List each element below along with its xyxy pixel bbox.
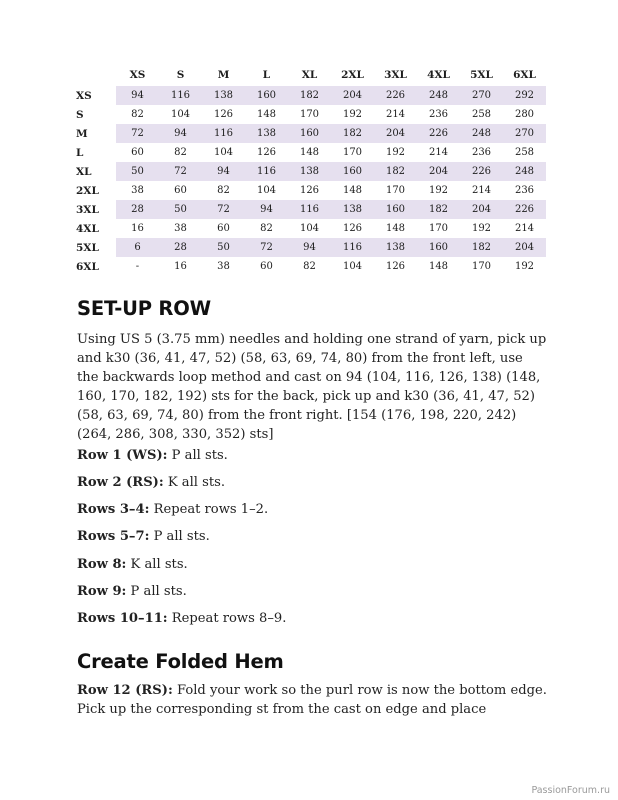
table-cell: 182 <box>417 200 460 219</box>
table-cell: 170 <box>342 147 363 158</box>
corner-cell <box>76 64 116 86</box>
table-cell: 226 <box>460 162 503 181</box>
row-text: P all sts. <box>149 529 210 544</box>
column-header: 3XL <box>384 69 407 81</box>
row-label: Rows 3–4: <box>77 502 150 517</box>
table-row <box>76 105 546 124</box>
table-row <box>76 200 546 219</box>
table-cell: 248 <box>503 162 546 181</box>
table-cell: 160 <box>417 238 460 257</box>
table-row <box>76 124 546 143</box>
table-cell: 28 <box>116 200 159 219</box>
row-text: Repeat rows 8–9. <box>167 611 287 626</box>
section-title-folded-hem: Create Folded Hem <box>77 650 284 673</box>
table-cell: 226 <box>417 124 460 143</box>
table-row <box>76 143 546 162</box>
table-cell: 82 <box>131 109 144 120</box>
row-text: P all sts. <box>126 584 187 599</box>
table-cell: 126 <box>256 147 277 158</box>
size-table <box>76 64 546 276</box>
table-cell: 182 <box>288 86 331 105</box>
row-header: 4XL <box>76 222 99 235</box>
table-cell: 60 <box>260 261 273 272</box>
row-text: Fold your work so the purl row is now the bottom edge. Pick up the corresponding st from the cast on edge and place <box>77 683 547 717</box>
table-cell: 138 <box>288 162 331 181</box>
table-cell: 72 <box>202 200 245 219</box>
table-cell: 138 <box>331 200 374 219</box>
table-cell: 214 <box>428 147 449 158</box>
table-cell: 182 <box>460 238 503 257</box>
table-cell: 258 <box>471 109 492 120</box>
instruction-row <box>77 473 225 492</box>
table-row <box>76 238 546 257</box>
table-cell: 104 <box>299 223 320 234</box>
table-body <box>76 86 546 276</box>
table-cell: 192 <box>514 261 535 272</box>
table-cell: 182 <box>374 162 417 181</box>
column-header: L <box>262 69 271 81</box>
table-cell: 160 <box>288 124 331 143</box>
table-cell: 28 <box>159 238 202 257</box>
row-text: K all sts. <box>163 475 226 490</box>
table-cell: 6 <box>116 238 159 257</box>
table-cell: 226 <box>374 86 417 105</box>
table-cell: 204 <box>503 238 546 257</box>
table-cell: 226 <box>503 200 546 219</box>
column-header: 6XL <box>513 69 536 81</box>
table-cell: 72 <box>116 124 159 143</box>
instruction-row <box>77 609 286 628</box>
row-header: 2XL <box>76 184 99 197</box>
table-cell: 204 <box>460 200 503 219</box>
table-cell: 204 <box>374 124 417 143</box>
table-cell: 160 <box>245 86 288 105</box>
table-cell: 60 <box>131 147 144 158</box>
table-cell: 16 <box>131 223 144 234</box>
table-cell: 104 <box>213 147 234 158</box>
table-cell: 170 <box>471 261 492 272</box>
table-cell: 50 <box>159 200 202 219</box>
table-cell: 16 <box>174 261 187 272</box>
instruction-row <box>77 555 188 574</box>
table-cell: 116 <box>288 200 331 219</box>
table-cell: 38 <box>131 185 144 196</box>
section-title-setup-row: SET-UP ROW <box>77 297 211 320</box>
table-cell: 280 <box>514 109 535 120</box>
table-cell: 116 <box>202 124 245 143</box>
table-cell: 72 <box>245 238 288 257</box>
table-cell: 82 <box>174 147 187 158</box>
table-cell: 214 <box>385 109 406 120</box>
table-cell: 148 <box>342 185 363 196</box>
table-cell: 126 <box>385 261 406 272</box>
row-label: Rows 5–7: <box>77 529 150 544</box>
table-cell: 82 <box>303 261 316 272</box>
row-header: 6XL <box>76 260 99 273</box>
table-cell: 192 <box>385 147 406 158</box>
column-header: XS <box>129 69 146 81</box>
table-cell: 104 <box>342 261 363 272</box>
instruction-row <box>77 582 187 601</box>
row-header: XL <box>76 165 92 178</box>
row-header: L <box>76 146 84 159</box>
table-cell: 126 <box>299 185 320 196</box>
table-cell: 148 <box>299 147 320 158</box>
instruction-row <box>77 446 228 465</box>
table-cell: 116 <box>159 86 202 105</box>
table-cell: 204 <box>417 162 460 181</box>
row-header: 5XL <box>76 241 99 254</box>
table-row <box>76 219 546 238</box>
table-cell: 60 <box>217 223 230 234</box>
table-cell: 170 <box>385 185 406 196</box>
table-cell: 182 <box>331 124 374 143</box>
row-label: Row 8: <box>77 557 127 572</box>
column-header: 5XL <box>470 69 493 81</box>
instruction-row <box>77 500 268 519</box>
table-cell: 138 <box>374 238 417 257</box>
row-text: K all sts. <box>126 557 188 572</box>
row-label: Row 9: <box>77 584 127 599</box>
table-cell: 138 <box>245 124 288 143</box>
row-label: Row 2 (RS): <box>77 475 164 490</box>
table-cell: 38 <box>217 261 230 272</box>
column-header: 4XL <box>427 69 450 81</box>
table-cell: 170 <box>428 223 449 234</box>
table-cell: 72 <box>159 162 202 181</box>
table-cell: 214 <box>471 185 492 196</box>
table-cell: 160 <box>374 200 417 219</box>
table-cell: 126 <box>342 223 363 234</box>
table-cell: 116 <box>331 238 374 257</box>
table-cell: 236 <box>514 185 535 196</box>
table-cell: 116 <box>245 162 288 181</box>
table-cell: 148 <box>256 109 277 120</box>
table-cell: 94 <box>245 200 288 219</box>
row-header: XS <box>76 89 92 102</box>
table-cell: 94 <box>159 124 202 143</box>
table-cell: 82 <box>260 223 273 234</box>
table-cell: 94 <box>116 86 159 105</box>
table-cell: 248 <box>417 86 460 105</box>
table-cell: 204 <box>331 86 374 105</box>
table-cell: 38 <box>174 223 187 234</box>
row-label: Row 12 (RS): <box>77 683 173 698</box>
table-cell: 60 <box>174 185 187 196</box>
table-cell: 170 <box>299 109 320 120</box>
table-cell: 236 <box>471 147 492 158</box>
hem-paragraph <box>77 681 547 719</box>
table-cell: 270 <box>503 124 546 143</box>
table-cell: 292 <box>503 86 546 105</box>
table-cell: 148 <box>385 223 406 234</box>
table-cell: 270 <box>460 86 503 105</box>
instruction-row <box>77 527 210 546</box>
row-text: P all sts. <box>167 448 228 463</box>
table-cell: 126 <box>213 109 234 120</box>
table-cell: 104 <box>256 185 277 196</box>
table-cell: - <box>135 261 140 272</box>
column-header: XL <box>301 69 318 81</box>
table-cell: 214 <box>514 223 535 234</box>
table-cell: 50 <box>116 162 159 181</box>
table-cell: 160 <box>331 162 374 181</box>
table-cell: 248 <box>460 124 503 143</box>
table-row <box>76 257 546 276</box>
row-header: S <box>76 108 84 121</box>
row-header: 3XL <box>76 203 99 216</box>
table-cell: 94 <box>288 238 331 257</box>
table-row <box>76 162 546 181</box>
table-cell: 104 <box>170 109 191 120</box>
table-cell: 236 <box>428 109 449 120</box>
row-text: Repeat rows 1–2. <box>149 502 269 517</box>
column-header: M <box>217 69 230 81</box>
table-cell: 82 <box>217 185 230 196</box>
row-label: Rows 10–11: <box>77 611 168 626</box>
table-cell: 192 <box>471 223 492 234</box>
table-cell: 192 <box>342 109 363 120</box>
table-header-row <box>76 64 546 86</box>
setup-intro-paragraph: Using US 5 (3.75 mm) needles and holding one strand of yarn, pick up and k30 (36, 41, 47, 52) (58, 63, 69, 74, 80) from the front left, use the backwards loop method and cast on 94 (104, 116, 126, 138) (148, 160, 170, 182, 192) sts for the back, pick up and k30 (36, 41, 47, 52) (58, 63, 69, 74, 80) from the front right. [154 (176, 198, 220, 242) (264, 286, 308, 330, 352) sts] <box>77 332 547 442</box>
table-cell: 192 <box>428 185 449 196</box>
row-label: Row 1 (WS): <box>77 448 168 463</box>
row-header: M <box>76 127 88 140</box>
table-cell: 258 <box>514 147 535 158</box>
column-header: S <box>176 69 185 81</box>
table-cell: 94 <box>202 162 245 181</box>
table-cell: 138 <box>202 86 245 105</box>
table-row <box>76 181 546 200</box>
table-row <box>76 86 546 105</box>
table-cell: 148 <box>428 261 449 272</box>
watermark: PassionForum.ru <box>531 785 610 796</box>
table-cell: 50 <box>202 238 245 257</box>
column-header: 2XL <box>341 69 364 81</box>
